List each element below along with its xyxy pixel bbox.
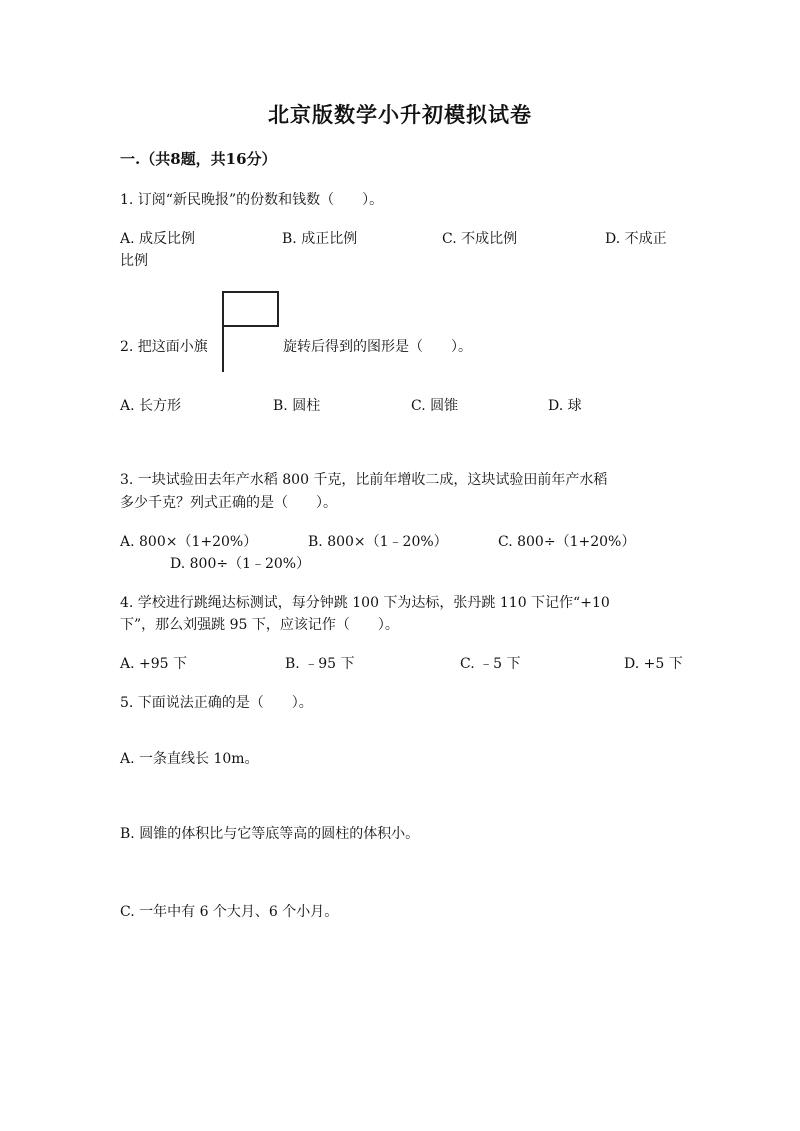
question-2-stem-before: 2. 把这面小旗 bbox=[120, 339, 208, 355]
question-1-option-a: A. 成反比例 bbox=[120, 231, 196, 247]
question-4-option-a: A. +95 下 bbox=[120, 656, 188, 672]
question-1-option-d-wrap: 比例 bbox=[120, 253, 148, 269]
page-title: 北京版数学小升初模拟试卷 bbox=[268, 102, 532, 127]
question-4-option-c: C. ﹣5 下 bbox=[460, 656, 521, 672]
question-5-stem: 5. 下面说法正确的是（ ）。 bbox=[120, 695, 313, 711]
question-2-option-c: C. 圆锥 bbox=[411, 398, 459, 414]
question-1-option-d: D. 不成正 bbox=[605, 231, 667, 247]
question-3-option-a: A. 800×（1+20%） bbox=[120, 534, 258, 550]
question-3-option-c: C. 800÷（1+20%） bbox=[498, 534, 636, 550]
question-3-option-b: B. 800×（1﹣20%） bbox=[308, 534, 448, 550]
section-heading: 一.（共8题，共16分） bbox=[120, 150, 277, 168]
question-5-option-c: C. 一年中有 6 个大月、6 个小月。 bbox=[120, 904, 339, 920]
question-3-stem-line1: 3. 一块试验田去年产水稻 800 千克，比前年增收二成，这块试验田前年产水稻 bbox=[120, 472, 608, 488]
question-4-stem-line1: 4. 学校进行跳绳达标测试，每分钟跳 100 下为达标，张丹跳 110 下记作“+10 bbox=[120, 595, 610, 611]
question-2-option-b: B. 圆柱 bbox=[273, 398, 321, 414]
question-5-option-b: B. 圆锥的体积比与它等底等高的圆柱的体积小。 bbox=[120, 826, 420, 842]
flag-banner bbox=[223, 292, 278, 326]
question-5-option-a: A. 一条直线长 10m。 bbox=[120, 751, 259, 767]
question-3-option-d: D. 800÷（1﹣20%） bbox=[170, 556, 311, 572]
question-4-option-d: D. +5 下 bbox=[624, 656, 683, 672]
flag-figure bbox=[221, 290, 281, 374]
question-2-option-a: A. 长方形 bbox=[120, 398, 182, 414]
question-4-stem-line2: 下”，那么刘强跳 95 下，应该记作（ ）。 bbox=[120, 617, 399, 633]
question-3-stem-line2: 多少千克？列式正确的是（ ）。 bbox=[120, 495, 337, 511]
question-1-option-c: C. 不成比例 bbox=[442, 231, 518, 247]
question-1-stem: 1. 订阅“新民晚报”的份数和钱数（ ）。 bbox=[120, 192, 384, 208]
question-1-option-b: B. 成正比例 bbox=[282, 231, 358, 247]
question-4-option-b: B. ﹣95 下 bbox=[285, 656, 355, 672]
question-2-option-d: D. 球 bbox=[548, 398, 582, 414]
question-2-stem-after: 旋转后得到的图形是（ ）。 bbox=[283, 339, 472, 355]
